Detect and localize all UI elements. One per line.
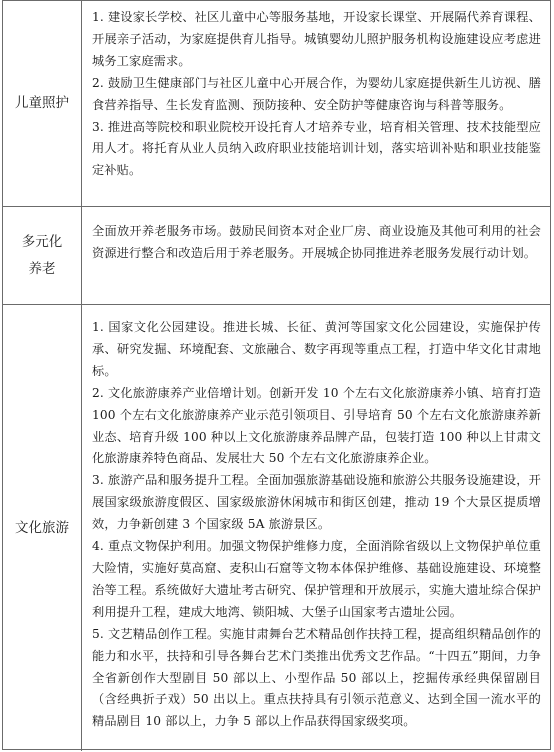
content-paragraph: 5. 文艺精品创作工程。实施甘肃舞台艺术精品创作扶持工程，提高组织精品创作的能力和水平，扶持和引导各舞台艺术门类推出优秀文艺作品。“十四五”期间，力争全省新创作大型剧目 50 部以上、小型作品 50 部以上，挖掘传承经典保留剧目（含经典折子戏）50 出以上。重点扶持具有引领示范意义、达到全国一流水平的精品剧目 10 部以上，力争 5 部以上作品获得国家级奖项。: [92, 626, 541, 729]
table-row-elderly-care: [3, 207, 550, 305]
content-paragraph: 全面放开养老服务市场。鼓励民间资本对企业厂房、商业设施及其他可利用的社会资源进行整合和改造后用于养老服务。开展城企协同推进养老服务发展行动计划。: [92, 224, 541, 260]
row-content-cell: [82, 1, 550, 206]
table-row-culture-tourism: [3, 305, 550, 751]
content-paragraph: 2. 文化旅游康养产业倍增计划。创新开发 10 个左右文化旅游康养小镇、培育打造 100 个左右文化旅游康养产业示范引领项目、引导培育 50 个左右文化旅游康养新业态、培育升级 100 种以上文化旅游康养品牌产品，包装打造 100 种以上甘肃文化旅游康养特色商品、发展壮大 50 个左右文化旅游康养企业。: [92, 385, 541, 466]
policy-table: [2, 0, 551, 750]
content-paragraph: 2. 鼓励卫生健康部门与社区儿童中心开展合作，为婴幼儿家庭提供新生儿访视、膳食营养指导、生长发育监测、预防接种、安全防护等健康咨询与科普等服务。: [92, 75, 541, 112]
row-category-cell: [3, 305, 82, 751]
content-paragraph: 3. 推进高等院校和职业院校开设托育人才培养专业，培育相关管理、技术技能型应用人才。将托育从业人员纳入政府职业技能培训计划，落实培训补贴和职业技能鉴定补贴。: [92, 119, 541, 178]
row-content-cell: [82, 305, 550, 751]
content-paragraph: 4. 重点文物保护利用。加强文物保护维修力度，全面消除省级以上文物保护单位重大险情，实施好莫高窟、麦积山石窟等文物本体保护维修、基础设施建设、环境整治等工程。系统做好大遗址考古研究、保护管理和开放展示，实施大遗址综合保护利用提升工程，建成大地湾、锁阳城、大堡子山国家考古遗址公园。: [92, 539, 541, 619]
row-category-label: 多元化养老: [21, 233, 63, 277]
row-category-label: 儿童照护: [15, 95, 69, 111]
content-paragraph: 1. 建设家长学校、社区儿童中心等服务基地，开设家长课堂、开展隔代养育课程、开展亲子活动，为家庭提供育儿指导。城镇婴幼儿照护服务机构设施建设应考虑进城务工家庭需求。: [92, 10, 541, 68]
row-content-cell: [82, 207, 550, 304]
row-category-label: 文化旅游: [15, 519, 69, 536]
content-paragraph: 3. 旅游产品和服务提升工程。全面加强旅游基础设施和旅游公共服务设施建设，开展国家级旅游度假区、国家级旅游休闲城市和街区创建，推动 19 个大景区提质增效，力争新创建 3 个国家级 5A 旅游景区。: [92, 473, 541, 532]
row-category-cell: [3, 207, 82, 304]
row-category-cell: [3, 1, 82, 206]
content-paragraph: 1. 国家文化公园建设。推进长城、长征、黄河等国家文化公园建设，实施保护传承、研究发掘、环境配套、文旅融合、数字再现等重点工程，打造中华文化甘肃地标。: [92, 320, 541, 378]
table-row-child-care: [3, 1, 550, 207]
